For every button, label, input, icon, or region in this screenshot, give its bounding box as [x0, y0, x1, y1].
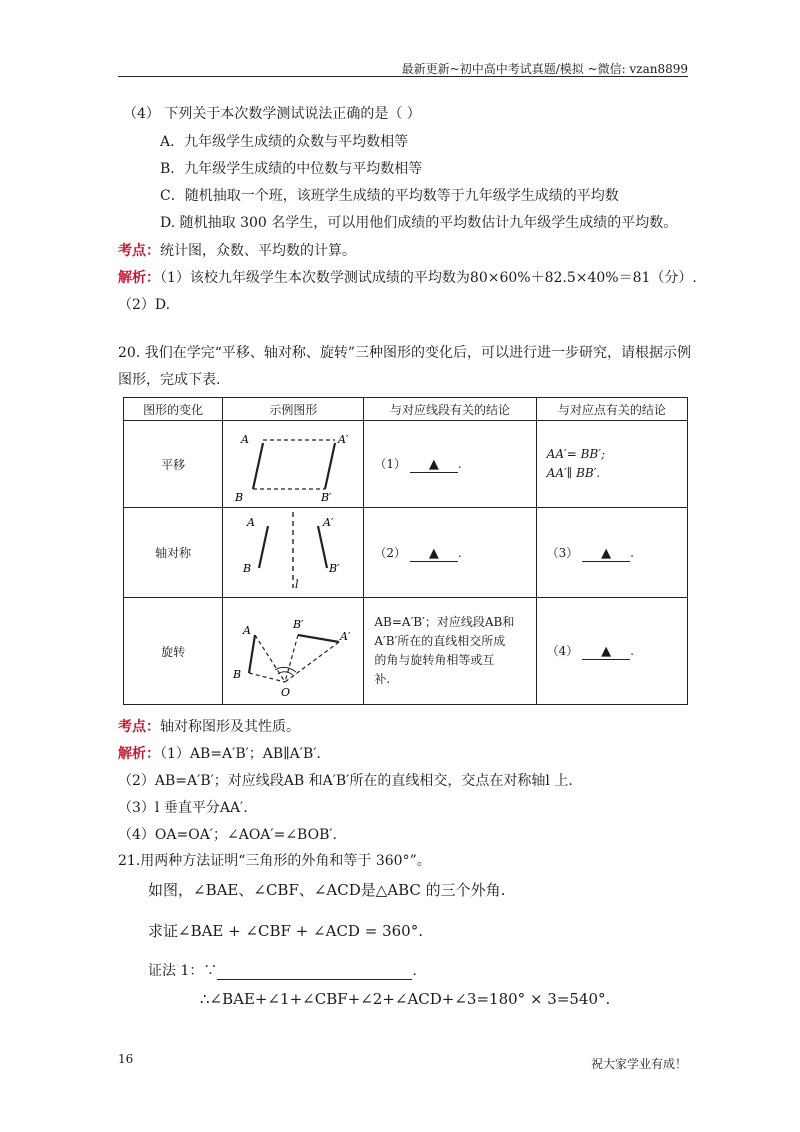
row-reflection-name: 轴对称: [124, 508, 223, 598]
page-number: 16: [118, 1052, 134, 1066]
label-b1: B′: [321, 491, 332, 504]
segment-ab: [259, 526, 268, 568]
seg-line-1: AB=A′B′；对应线段AB和: [374, 615, 515, 629]
pt-line-2: AA′∥ BB′.: [546, 466, 601, 480]
header-text: 最新更新~初中高中考试真题/模拟 ~微信: vzan8899: [401, 62, 688, 76]
angle-arc-2: [278, 672, 293, 675]
row-rotation-pt: [536, 598, 687, 705]
q21-stem: 21.用两种方法证明“三角形的外角和等于 360°”。: [118, 853, 431, 869]
dashed-bo: [249, 673, 285, 682]
period: .: [457, 545, 462, 560]
row-rotation-seg: [364, 598, 536, 705]
blank-3: [582, 546, 630, 562]
q20-stem-1: 20. 我们在学完“平移、轴对称、旋转”三种图形的变化后，可以进行进一步研究，请根据示例: [118, 345, 692, 361]
row-translation-seg: [364, 421, 536, 508]
label-a1: A′: [338, 433, 349, 446]
q21-given: 如图，∠BAE、∠CBF、∠ACD是△ABC 的三个外角.: [148, 881, 506, 899]
q21-proof1: [148, 960, 417, 980]
option-b: B．九年级学生成绩的中位数与平均数相等: [160, 161, 423, 177]
footer-slogan: 祝大家学业有成！: [590, 1057, 687, 1071]
label-a: A: [241, 433, 250, 446]
segment-ab: [249, 635, 255, 673]
rotation-figure: [223, 598, 364, 705]
label-a1: A′: [323, 516, 334, 529]
q19-part4: （4） 下列关于本次数学测试说法正确的是（ ）: [123, 106, 421, 122]
blank-4-label: （4）: [546, 644, 579, 658]
jiexi-1: 解析：（1）该校九年级学生本次数学测试成绩的平均数为80×60%＋82.5×40%＝81（分）.: [118, 270, 697, 286]
seg-line-2: A′B′所在的直线相交所成: [374, 634, 506, 648]
jiexi-2: 解析：（1）AB=A′B′；AB∥A′B′.: [118, 746, 321, 762]
jiexi-text: （1）该校九年级学生本次数学测试成绩的平均数为80×60%＋82.5×40%＝81（分）.: [160, 270, 697, 286]
label-b: B: [243, 562, 252, 575]
label-a1: A′: [340, 630, 351, 643]
translation-diagram: [223, 421, 363, 504]
row-reflection-seg: [364, 508, 536, 598]
blank-1: [410, 457, 458, 473]
segment-a1b1: [298, 635, 339, 642]
label-a: A: [247, 516, 256, 529]
q20-ans2: （2）AB=A′B′；对应线段AB 和A′B′所在的直线相交，交点在对称轴l 上.: [118, 773, 573, 789]
seg-line-4: 补.: [374, 672, 391, 686]
row-rotation-name: 旋转: [124, 598, 223, 705]
blank-2-label: （2）: [374, 545, 407, 560]
transform-table: [123, 397, 688, 705]
col-header-segment: 与对应线段有关的结论: [364, 398, 536, 421]
label-b1: B′: [329, 562, 340, 575]
reflection-diagram: [223, 508, 363, 594]
kaodian-2: 考点：轴对称图形及其性质。: [118, 719, 300, 735]
dashed-a1o: [285, 642, 339, 682]
q20-ans4: （4）OA=OA′；∠AOA′=∠BOB′.: [118, 827, 338, 843]
option-c: C．随机抽取一个班，该班学生成绩的平均数等于九年级学生成绩的平均数: [160, 188, 619, 204]
option-a: A．九年级学生成绩的众数与平均数相等: [160, 134, 409, 150]
segment-a1b1: [318, 526, 327, 568]
kaodian-label: 考点: [118, 719, 146, 735]
q20-ans3: （3）l 垂直平分AA′.: [118, 800, 248, 816]
blank-3-label: （3）: [546, 545, 579, 560]
row-reflection-pt: [536, 508, 687, 598]
row-translation-name: 平移: [124, 421, 223, 508]
kaodian-1: 考点：统计图，众数、平均数的计算。: [118, 243, 356, 259]
jiexi-text: （1）AB=A′B′；AB∥A′B′.: [160, 746, 321, 762]
col-header-point: 与对应点有关的结论: [536, 398, 687, 421]
proof1-label: 证法 1：∵: [148, 963, 218, 979]
blank-1-label: （1）: [374, 457, 407, 471]
q19-ans2: （2）D.: [118, 297, 171, 313]
col-header-example: 示例图形: [223, 398, 364, 421]
q21-prove: 求证∠BAE + ∠CBF + ∠ACD = 360°.: [148, 922, 423, 940]
label-b: B: [235, 491, 244, 504]
period: .: [457, 457, 462, 471]
seg-line-3: 的角与旋转角相等或互: [374, 653, 495, 667]
dashed-b1o: [285, 635, 298, 682]
translation-figure: [223, 421, 364, 508]
label-l: l: [295, 578, 299, 591]
jiexi-label: 解析: [118, 746, 146, 762]
triangle-icon: ▲: [601, 545, 612, 561]
blank-2: [410, 546, 458, 562]
triangle-icon: ▲: [428, 545, 439, 561]
triangle-icon: ▲: [601, 644, 612, 659]
rotation-diagram: [223, 598, 363, 701]
reflection-figure: [223, 508, 364, 598]
triangle-icon: ▲: [428, 457, 439, 472]
kaodian-text: 轴对称图形及其性质。: [160, 719, 300, 735]
option-d: D. 随机抽取 300 名学生，可以用他们成绩的平均数估计九年级学生成绩的平均数。: [160, 215, 678, 231]
label-a: A: [243, 624, 252, 637]
jiexi-label: 解析: [118, 270, 146, 286]
pt-line-1: AA′= BB′;: [546, 447, 605, 461]
label-b: B: [233, 668, 242, 681]
period: .: [630, 545, 634, 560]
header-rule: [118, 76, 688, 77]
col-header-change: 图形的变化: [124, 398, 223, 421]
kaodian-text: 统计图，众数、平均数的计算。: [160, 243, 356, 259]
row-translation-pt: [536, 421, 687, 508]
kaodian-label: 考点: [118, 243, 146, 259]
label-b1: B′: [293, 618, 304, 631]
blank-4: [582, 644, 630, 660]
dashed-ao: [255, 635, 285, 682]
segment-ab: [253, 443, 263, 489]
proof1-end: .: [412, 963, 417, 979]
q21-proof1-line: ∴∠BAE+∠1+∠CBF+∠2+∠ACD+∠3=180° × 3=540°.: [200, 990, 611, 1008]
label-o: O: [281, 686, 291, 699]
segment-a1b1: [325, 443, 335, 489]
proof1-blank: [217, 965, 412, 980]
q20-stem-2: 图形，完成下表.: [118, 372, 221, 388]
period: .: [630, 644, 634, 658]
